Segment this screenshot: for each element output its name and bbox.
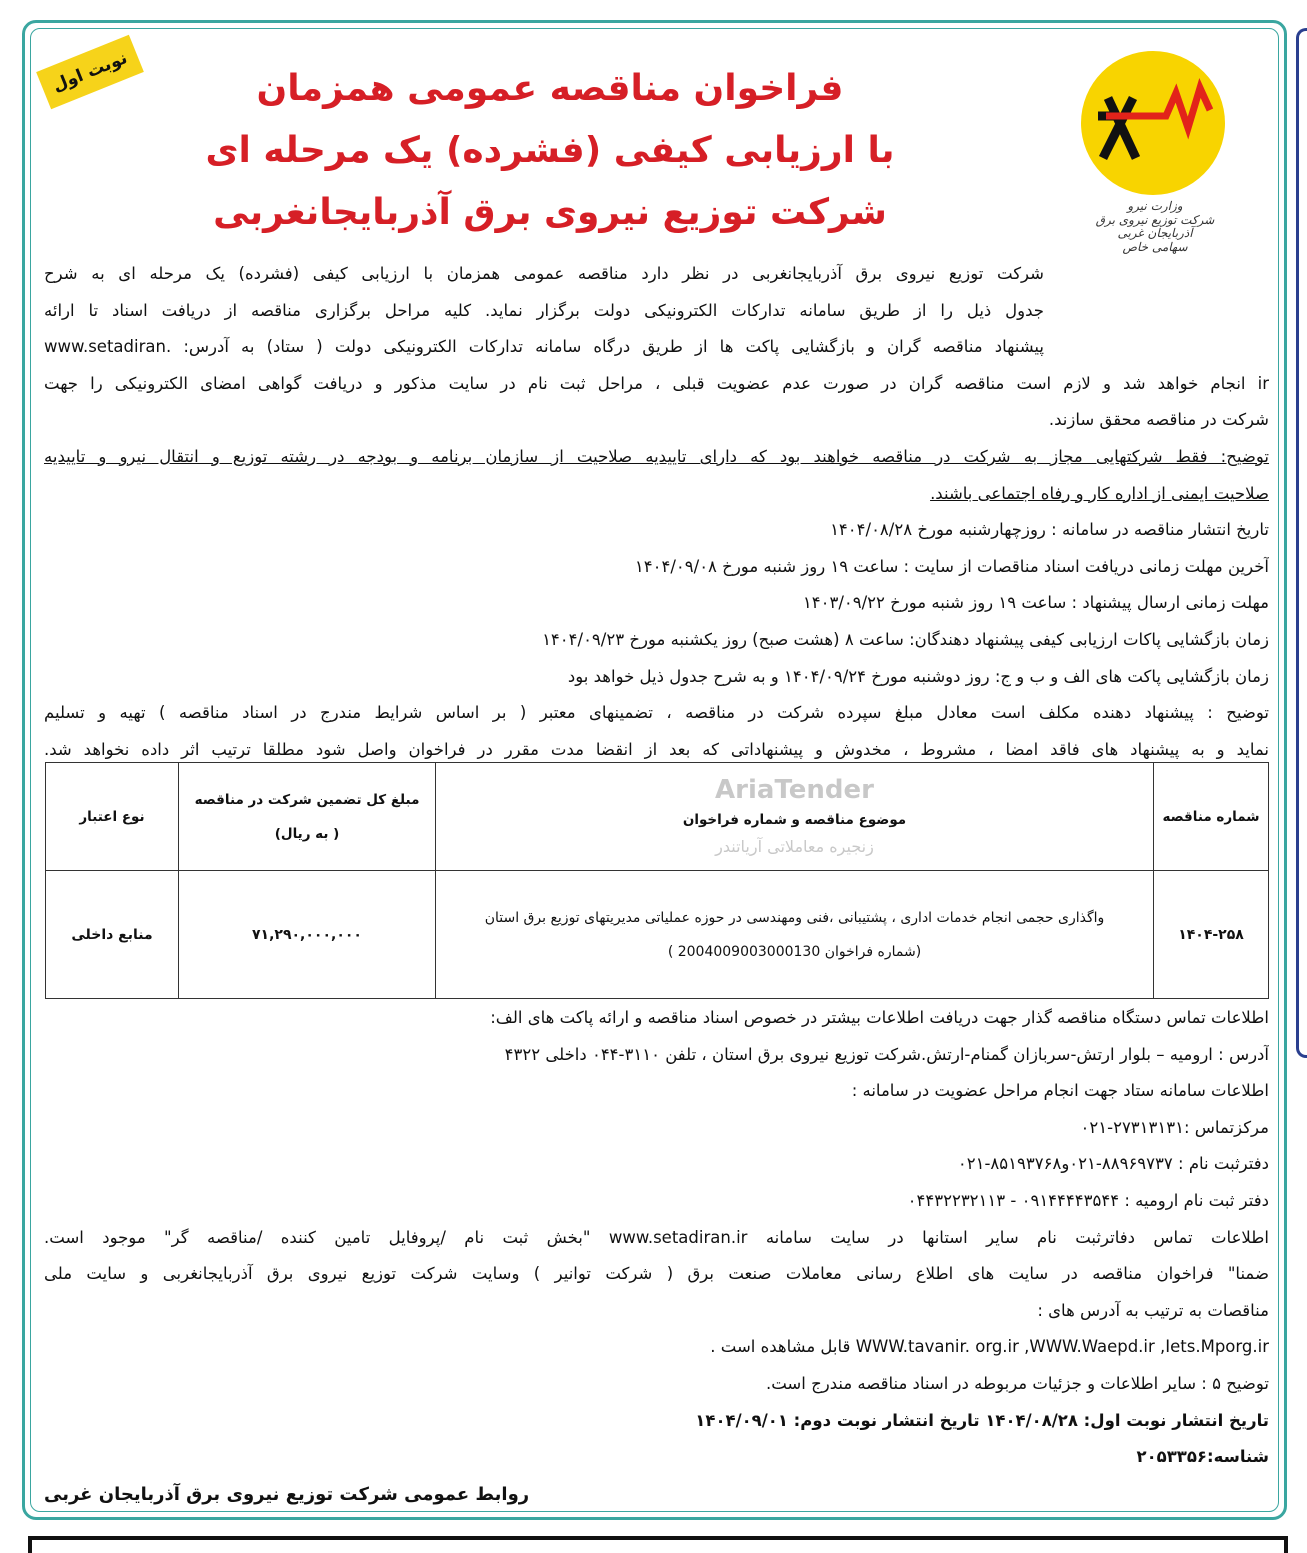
contact-line: توضیح ۵ : سایر اطلاعات و جزئیات مربوطه در اسناد مناقصه مندرج است. bbox=[765, 1373, 1269, 1393]
watermark-tagline: زنجیره معاملاتی آریاتندر bbox=[715, 836, 874, 856]
page-title bbox=[200, 58, 900, 244]
date-line: زمان بازگشایی پاکات ارزیابی کیفی پیشنهاد دهندگان: ساعت ۸ (هشت صبح) روز یکشنبه مورخ ۱۴۰۴/۰۹/۲۳ bbox=[542, 629, 1269, 649]
header-credit-type: نوع اعتبار bbox=[46, 763, 179, 871]
contact-line: اطلاعات سامانه ستاد جهت انجام مراحل عضویت در سامانه : bbox=[851, 1081, 1269, 1101]
title-line: با ارزیابی کیفی (فشرده) یک مرحله ای bbox=[205, 130, 895, 171]
tender-table bbox=[45, 762, 1269, 999]
intro-line: جدول ذیل را از طریق سامانه تدارکات الکترونیکی دولت برگزار نماید. کلیه مراحل برگزاری مناقصه از دریافت اسناد تا ارائه bbox=[44, 300, 1044, 320]
intro-line: شرکت توزیع نیروی برق آذربایجانغربی در نظر دارد مناقصه عمومی همزمان با ارزیابی کیفی (فشرده) یک مرحله ای به شرح bbox=[44, 264, 1044, 283]
contact-line: دفتر ثبت نام ارومیه : ۰۹۱۴۴۴۴۳۵۴۴ - ۰۴۴۳۲۲۳۲۱۱۳ bbox=[907, 1190, 1269, 1210]
contact-line: ضمنا" فراخوان مناقصه در سایت های اطلاع رسانی معاملات صنعت برق ( شرکت توانیر ) وسایت شرکت توزیع نیروی برق آذربایجانغربی و سایت ملی bbox=[44, 1264, 1269, 1284]
watermark-brand: AriaTender bbox=[715, 774, 874, 805]
header-tender-number: شماره مناقصه bbox=[1154, 763, 1269, 871]
contact-line: اطلاعات تماس دفاترثبت نام سایر استانها در سایت سامانه www.setadiran.ir "بخش ثبت نام /پروفایل تامین کننده /مناقصه گر" موجود است. bbox=[44, 1227, 1269, 1247]
intro-line: ir انجام خواهد شد و لازم است مناقصه گران در صورت عدم عضویت قبلی ، مراحل ثبت نام در سایت مذکور و دریافت گواهی امضای الکترونیکی را جهت bbox=[44, 373, 1269, 393]
header-amount-unit: ( به ریال) bbox=[274, 825, 340, 842]
contact-section bbox=[44, 1000, 1269, 1476]
call-number: (شماره فراخوان 2004009003000130 ) bbox=[667, 943, 922, 960]
cell-tender-number: ۱۴۰۴-۲۵۸ bbox=[1154, 871, 1269, 999]
adjacent-ad-edge bbox=[1296, 28, 1307, 1058]
title-line: فراخوان مناقصه عمومی همزمان bbox=[256, 68, 844, 109]
guarantee-line: نماید و به پیشنهاد های فاقد امضا ، مشروط ، مخدوش و پیشنهاداتی که بعد از انقضا مدت مقرر در فراخوان واصل شود مطلقا ترتیب اثر داده نخواهد شد. bbox=[44, 739, 1269, 759]
date-line: مهلت زمانی ارسال پیشنهاد : ساعت ۱۹ روز شنبه مورخ ۱۴۰۳/۰۹/۲۲ bbox=[802, 593, 1269, 613]
note-line bbox=[44, 476, 1269, 513]
ad-id: شناسه:۲۰۵۳۳۵۶ bbox=[1136, 1447, 1269, 1467]
contact-line: دفترثبت نام : ۸۸۹۶۹۷۳۷-۰۲۱و۸۵۱۹۳۷۶۸-۰۲۱ bbox=[957, 1154, 1269, 1174]
table-row bbox=[46, 871, 1269, 999]
contact-line: اطلاعات تماس دستگاه مناقصه گذار جهت دریافت اطلاعات بیشتر در خصوص اسناد مناقصه و ارائه پاکت های الف: bbox=[490, 1008, 1269, 1027]
intro-line: پیشنهاد مناقصه گران و بازگشایی پاکت ها از طریق درگاه سامانه تدارکات الکترونیکی دولت ( ستاد) به آدرس: .www.setadiran bbox=[44, 337, 1044, 357]
contact-line: مرکزتماس :۲۷۳۱۳۱۳۱-۰۲۱ bbox=[1080, 1117, 1269, 1137]
first-publication-badge: نوبت اول bbox=[36, 35, 144, 110]
logo-caption bbox=[1085, 200, 1225, 254]
guarantee-line: توضیح : پیشنهاد دهنده مکلف است معادل مبلغ سپرده شرکت در مناقصه ، تضمینهای معتبر ( بر اساس شرایط مندرج در اسناد مناقصه ) تهیه و تسلیم bbox=[44, 703, 1269, 723]
header-amount bbox=[179, 763, 436, 871]
table-header-row bbox=[46, 763, 1269, 871]
tavanir-logo-icon bbox=[1078, 48, 1228, 198]
cell-credit-type: منابع داخلی bbox=[46, 871, 179, 999]
signature: روابط عمومی شرکت توزیع نیروی برق آذربایجان غربی bbox=[44, 1484, 530, 1505]
logo-text: آذربایجان غربی bbox=[1117, 226, 1193, 240]
cell-amount: ۷۱,۲۹۰,۰۰۰,۰۰۰ bbox=[179, 871, 436, 999]
logo-text: سهامی خاص bbox=[1122, 239, 1188, 254]
note-line bbox=[44, 439, 1269, 476]
contact-line: آدرس : ارومیه – بلوار ارتش-سربازان گمنام-ارتش.شرکت توزیع نیروی برق استان ، تلفن ۳۱۱۰-۰۴۴ داخلی ۴۳۲۲ bbox=[504, 1044, 1269, 1064]
cell-subject bbox=[436, 871, 1154, 999]
note-text: توضیح: فقط شرکتهایی مجاز به شرکت در مناقصه خواهند بود که دارای تاییدیه صلاحیت از سازمان برنامه و بودجه در رشته توزیع و انتقال نیرو و تاییدیه bbox=[44, 446, 1269, 466]
date-line: زمان بازگشایی پاکت های الف و ب و ج: روز دوشنبه مورخ ۱۴۰۴/۰۹/۲۴ و به شرح جدول ذیل خواهد بود bbox=[567, 666, 1269, 686]
subject-text: واگذاری حجمی انجام خدمات اداری ، پشتیبانی ،فنی ومهندسی در حوزه عملیاتی مدیریتهای توزیع برق استان bbox=[484, 909, 1105, 926]
note-text: صلاحیت ایمنی از اداره کار و رفاه اجتماعی باشند. bbox=[930, 483, 1269, 503]
date-line: آخرین مهلت زمانی دریافت اسناد مناقصات از سایت : ساعت ۱۹ روز شنبه مورخ ۱۴۰۴/۰۹/۰۸ bbox=[634, 556, 1269, 576]
announcement-body bbox=[44, 256, 1269, 768]
websites-line: WWW.tavanir. org.ir ,WWW.Waepd.ir ,Iets.Mporg.ir قابل مشاهده است . bbox=[710, 1337, 1269, 1357]
header-amount-text: مبلغ کل تضمین شرکت در مناقصه bbox=[194, 791, 420, 808]
header-subject-text: موضوع مناقصه و شماره فراخوان bbox=[682, 811, 907, 828]
logo-text: شرکت توزیع نیروی برق bbox=[1095, 212, 1215, 227]
adjacent-ad-border bbox=[28, 1536, 1288, 1553]
title-line: شرکت توزیع نیروی برق آذربایجانغربی bbox=[213, 192, 887, 233]
header-subject bbox=[436, 763, 1154, 871]
logo-text: وزارت نیرو bbox=[1127, 199, 1183, 213]
date-line: تاریخ انتشار مناقصه در سامانه : روزچهارشنبه مورخ ۱۴۰۴/۰۸/۲۸ bbox=[830, 520, 1269, 540]
contact-line: مناقصات به ترتیب به آدرس های : bbox=[1037, 1300, 1269, 1320]
publish-dates: تاریخ انتشار نوبت اول: ۱۴۰۴/۰۸/۲۸ تاریخ انتشار نوبت دوم: ۱۴۰۴/۰۹/۰۱ bbox=[695, 1410, 1269, 1430]
intro-line: شرکت در مناقصه محقق سازند. bbox=[1048, 410, 1269, 430]
